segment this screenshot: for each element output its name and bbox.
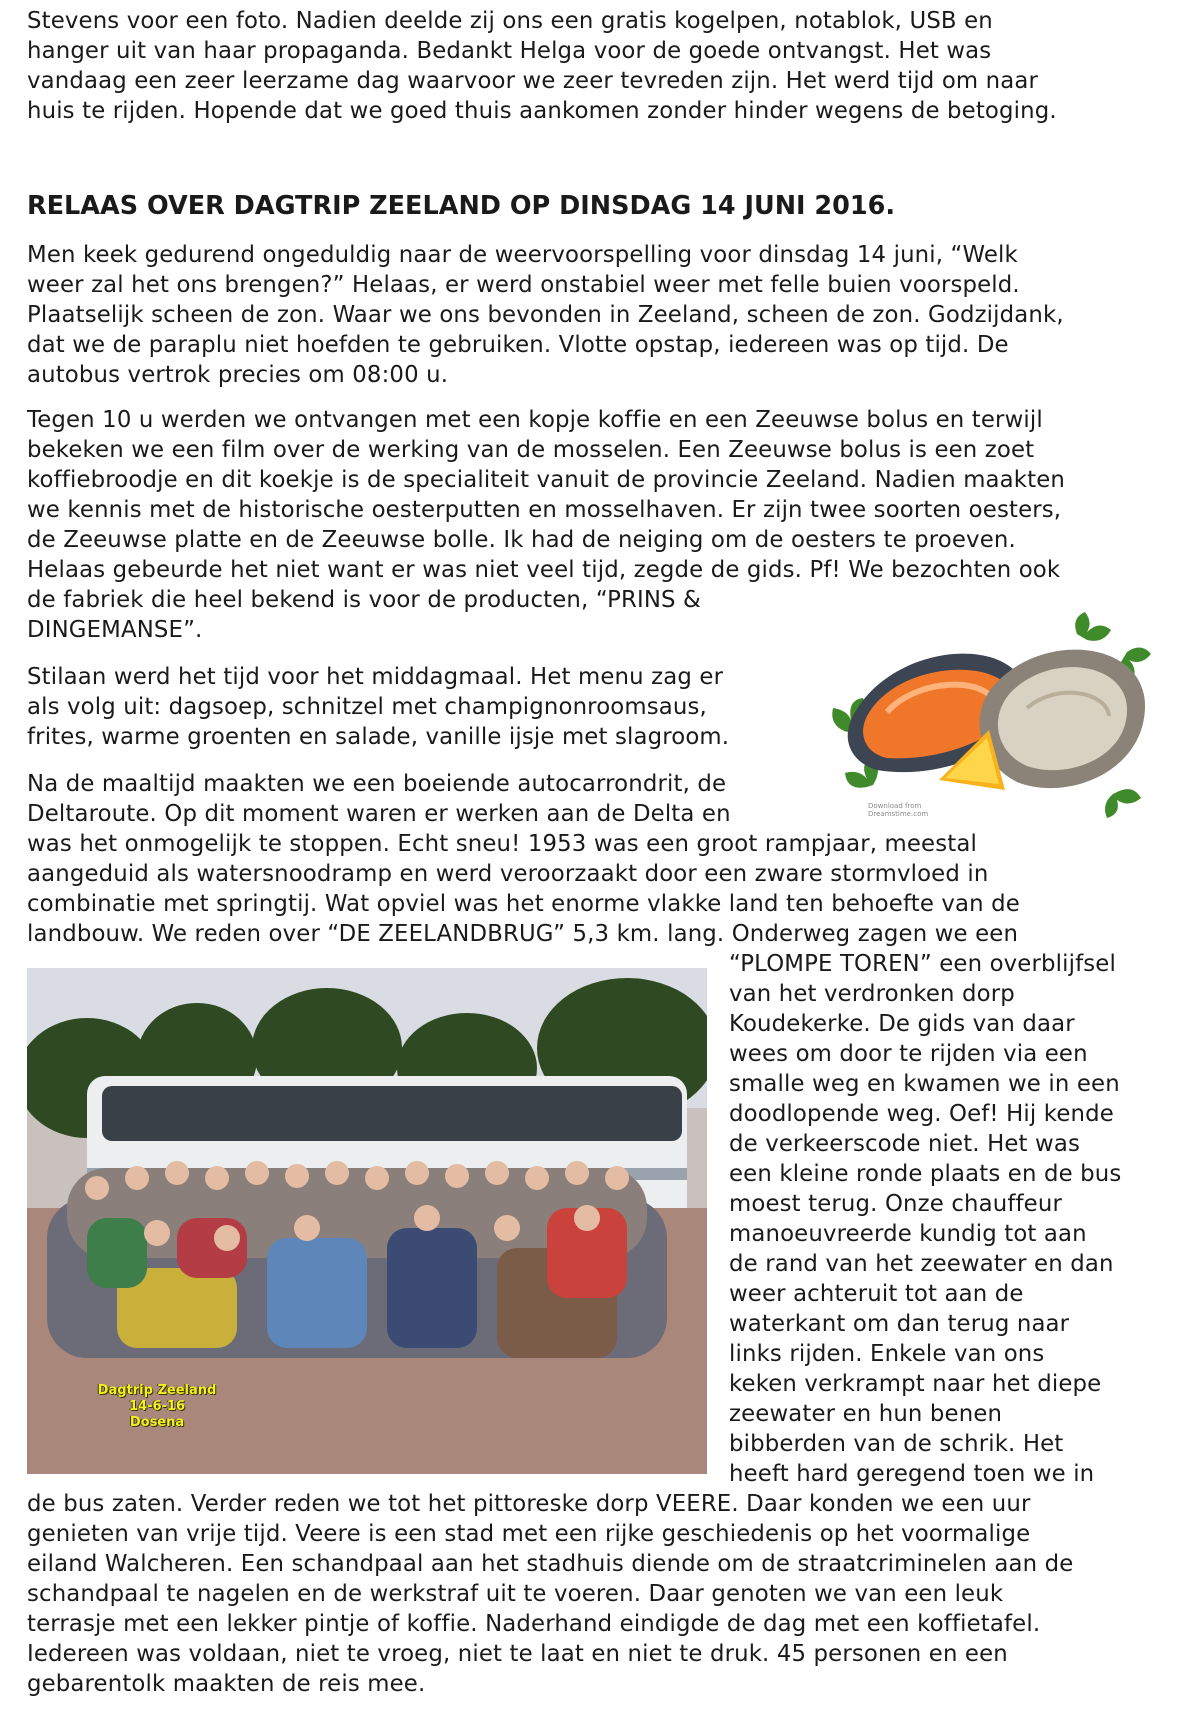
image-credit [868,802,928,818]
caption-line: Dosena [129,1415,185,1430]
text-line: Tegen 10 u werden we ontvangen met een kopje koffie en een Zeeuwse bolus en terwijl [27,407,1043,433]
text-line: terrasje met een lekker pintje of koffie. Naderhand eindigde de dag met een koffietafel. [27,1611,1041,1637]
text-line: genieten van vrije tijd. Veere is een stad met een rijke geschiedenis op het voormalige [27,1521,1031,1547]
text-line: landbouw. We reden over “DE ZEELANDBRUG” 5,3 km. lang. Onderweg zagen we een [27,921,1019,947]
text-line: heeft hard geregend toen we in [729,1461,1095,1487]
credit-line: Dreamstime.com [868,810,929,818]
text-line: vandaag een zeer leerzame dag waarvoor we zeer tevreden zijn. Het werd tijd om naar [27,68,1039,94]
text-line: moest terug. Onze chauffeur [729,1191,1062,1217]
text-line: autobus vertrok precies om 08:00 u. [27,362,449,388]
text-line: waterkant om dan terug naar [729,1311,1070,1337]
text-line: als volg uit: dagsoep, schnitzel met champignonroomsaus, [27,694,707,720]
text-line: de bus zaten. Verder reden we tot het pittoreske dorp VEERE. Daar konden we een uur [27,1491,1031,1517]
text-line: wees om door te rijden via een [729,1041,1088,1067]
text-line: zeewater en hun benen [729,1401,1003,1427]
text-line: manoeuvreerde kundig tot aan [729,1221,1087,1247]
group-of-people [47,1168,667,1358]
text-line: doodlopende weg. Oef! Hij kende [729,1101,1114,1127]
text-line: huis te rijden. Hopende dat we goed thuis aankomen zonder hinder wegens de betoging. [27,98,1057,124]
text-line: combinatie met springtij. Wat opviel was het enorme vlakke land ten behoefte van de [27,891,1020,917]
caption-line: Dagtrip Zeeland [97,1383,217,1398]
text-line: weer achteruit tot aan de [729,1281,1024,1307]
text-line: Na de maaltijd maakten we een boeiende autocarrondrit, de [27,771,727,797]
text-line: hanger uit van haar propaganda. Bedankt Helga voor de goede ontvangst. Het was [27,38,992,64]
text-line: bekeken we een film over de werking van de mosselen. Een Zeeuwse bolus is een zoet [27,437,1035,463]
text-line: Deltaroute. Op dit moment waren er werken aan de Delta en [27,801,731,827]
text-line: smalle weg en kwamen we in een [729,1071,1120,1097]
text-line: frites, warme groenten en salade, vanille ijsje met slagroom. [27,724,730,750]
text-line: weer zal het ons brengen?” Helaas, er werd onstabiel weer met felle buien voorspeld. [27,272,1020,298]
text-line: koffiebroodje en dit koekje is de specialiteit vanuit de provincie Zeeland. Nadien maakten [27,467,1066,493]
text-line: was het onmogelijk te stoppen. Echt sneu! 1953 was een groot rampjaar, meestal [27,831,977,857]
text-line: we kennis met de historische oesterputten en mosselhaven. Er zijn twee soorten oesters, [27,497,1062,523]
text-line: “PLOMPE TOREN” een overblijfsel [729,951,1116,977]
text-line: keken verkrampt naar het diepe [729,1371,1102,1397]
text-line: de fabriek die heel bekend is voor de producten, “PRINS & [27,587,701,613]
text-line: Men keek gedurend ongeduldig naar de weervoorspelling voor dinsdag 14 juni, “Welk [27,242,1018,268]
photo-caption [67,1383,247,1431]
group-photo [27,968,707,1474]
credit-line: Download from [868,802,922,810]
text-line: de Zeeuwse platte en de Zeeuwse bolle. Ik had de neiging om de oesters te proeven. [27,527,1016,553]
text-line: DINGEMANSE”. [27,617,203,643]
text-line: dat we de paraplu niet hoefden te gebruiken. Vlotte opstap, iedereen was op tijd. De [27,332,1009,358]
text-line: schandpaal te nagelen en de werkstraf uit te voeren. Daar genoten we van een leuk [27,1581,1004,1607]
mussel-oyster-illustration [827,612,1157,820]
text-line: eiland Walcheren. Een schandpaal aan het stadhuis diende om de straatcriminelen aan de [27,1551,1074,1577]
text-line: links rijden. Enkele van ons [729,1341,1045,1367]
text-line: Helaas gebeurde het niet want er was niet veel tijd, zegde de gids. Pf! We bezochten ook [27,557,1061,583]
text-line: aangeduid als watersnoodramp en werd veroorzaakt door een zware stormvloed in [27,861,989,887]
text-line: gebarentolk maakten de reis mee. [27,1671,426,1697]
text-line: van het verdronken dorp [729,981,1015,1007]
text-line: de rand van het zeewater en dan [729,1251,1114,1277]
text-line: Stevens voor een foto. Nadien deelde zij ons een gratis kogelpen, notablok, USB en [27,8,993,34]
text-line: bibberden van de schrik. Het [729,1431,1064,1457]
text-line: Plaatselijk scheen de zon. Waar we ons bevonden in Zeeland, scheen de zon. Godzijdank, [27,302,1064,328]
text-line: Iedereen was voldaan, niet te vroeg, niet te laat en niet te druk. 45 personen en een [27,1641,1008,1667]
text-line: Stilaan werd het tijd voor het middagmaal. Het menu zag er [27,664,724,690]
caption-line: 14-6-16 [128,1399,186,1414]
text-line: de verkeerscode niet. Het was [729,1131,1080,1157]
text-line: een kleine ronde plaats en de bus [729,1161,1122,1187]
article-heading: RELAAS OVER DAGTRIP ZEELAND OP DINSDAG 14 JUNI 2016. [27,191,896,221]
text-line: Koudekerke. De gids van daar [729,1011,1075,1037]
